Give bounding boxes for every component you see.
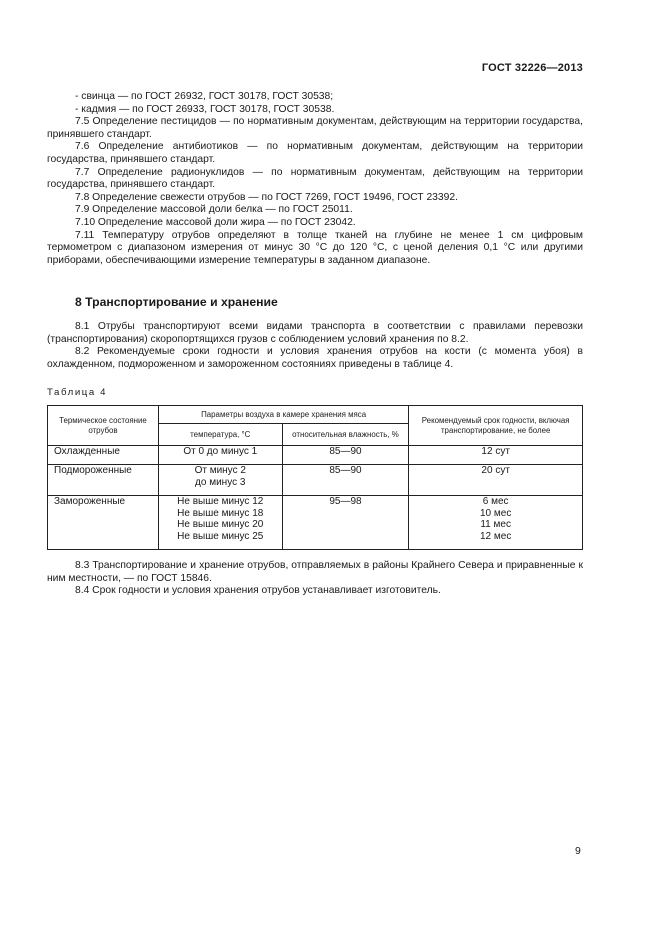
- list-item-cadmium: - кадмия — по ГОСТ 26933, ГОСТ 30178, ГОСТ 30538.: [75, 103, 335, 115]
- header-shelf-life: Рекомендуемый срок годности, включая транспортирование, не более: [409, 406, 583, 446]
- table-row: [48, 465, 583, 496]
- paragraph-7-10: 7.10 Определение массовой доли жира — по ГОСТ 23042.: [75, 216, 356, 228]
- cell-humidity: 85—90: [282, 446, 409, 465]
- section-8-title: 8 Транспортирование и хранение: [75, 295, 278, 309]
- paragraph-8-2: 8.2 Рекомендуемые сроки годности и условия хранения отрубов на кости (с момента убоя) в охлажденном, подмороженном и замороженном состояниях приведены в таблице 4.: [47, 346, 583, 370]
- cell-shelf-life: 20 сут: [409, 465, 583, 496]
- paragraph-8-4: 8.4 Срок годности и условия хранения отрубов устанавливает изготовитель.: [75, 585, 441, 597]
- table-caption: Таблица 4: [47, 387, 108, 398]
- paragraph-7-8: 7.8 Определение свежести отрубов — по ГОСТ 7269, ГОСТ 19496, ГОСТ 23392.: [75, 191, 458, 203]
- cell-temperature: От минус 2 до минус 3: [158, 465, 282, 496]
- cell-shelf-life: 6 мес 10 мес 11 мес 12 мес: [409, 496, 583, 550]
- header-humidity: относительная влажность, %: [282, 424, 409, 446]
- cell-state: Подмороженные: [48, 465, 159, 496]
- storage-conditions-table: [47, 405, 583, 550]
- header-temperature: температура, °С: [158, 424, 282, 446]
- paragraph-7-7: 7.7 Определение радионуклидов — по нормативным документам, действующим на территории государства, принявшего стандарт.: [47, 166, 583, 191]
- paragraph-7-5: 7.5 Определение пестицидов — по нормативным документам, действующим на территории государства, принявшего стандарт.: [47, 116, 583, 140]
- table-row: [48, 496, 583, 550]
- cell-temperature: От 0 до минус 1: [158, 446, 282, 465]
- cell-humidity: 85—90: [282, 465, 409, 496]
- cell-state: Замороженные: [48, 496, 159, 550]
- cell-humidity: 95—98: [282, 496, 409, 550]
- section-7-text: [47, 91, 583, 267]
- paragraph-7-6: 7.6 Определение антибиотиков — по нормативным документам, действующим на территории государства, принявшего стандарт.: [47, 141, 583, 165]
- cell-shelf-life: 12 сут: [409, 446, 583, 465]
- page-number: 9: [575, 845, 581, 857]
- header-air-parameters: Параметры воздуха в камере хранения мяса: [158, 406, 408, 424]
- cell-temperature: Не выше минус 12 Не выше минус 18 Не выше минус 20 Не выше минус 25: [158, 496, 282, 550]
- list-item-lead: - свинца — по ГОСТ 26932, ГОСТ 30178, ГОСТ 30538;: [75, 91, 334, 102]
- table-row: [48, 446, 583, 465]
- document-code: ГОСТ 32226—2013: [481, 62, 583, 74]
- paragraph-7-9: 7.9 Определение массовой доли белка — по ГОСТ 25011.: [75, 204, 353, 216]
- section-8-text: [47, 321, 583, 371]
- paragraph-8-3: 8.3 Транспортирование и хранение отрубов, отправляемых в районы Крайнего Севера и приравненные к ним местности, — по ГОСТ 15846.: [47, 560, 583, 584]
- cell-state: Охлажденные: [48, 446, 159, 465]
- section-8-continued: [47, 560, 583, 598]
- paragraph-8-1: 8.1 Отрубы транспортируют всеми видами транспорта в соответствии с правилами перевозки (транспортирования) скоропортящихся грузов с соблюдением условий хранения по 8.2.: [47, 321, 583, 345]
- paragraph-7-11: 7.11 Температуру отрубов определяют в толще тканей на глубине не менее 1 см цифровым термометром с диапазоном измерения от минус 30 °С до 120 °С, с ценой деления 0,1 °С или другими приборами, обеспечивающими измерение температуры в заданном диапазоне.: [47, 229, 583, 266]
- header-thermal-state: Термическое состояние отрубов: [48, 406, 159, 446]
